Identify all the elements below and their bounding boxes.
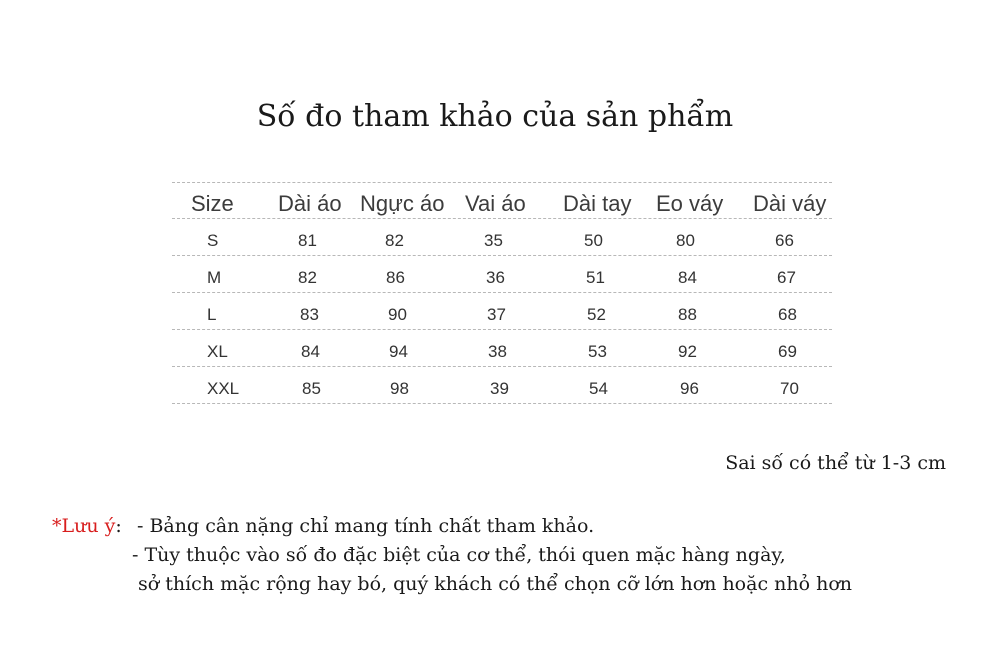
cell-shirt-length: 85	[302, 379, 321, 398]
cell-waist: 92	[678, 342, 697, 361]
header-chest: Ngực áo	[360, 191, 445, 216]
note-line-1	[52, 512, 595, 541]
cell-shoulder: 39	[490, 379, 509, 398]
table-row	[172, 256, 832, 293]
cell-waist: 84	[678, 268, 697, 287]
cell-sleeve: 53	[588, 342, 607, 361]
cell-sleeve: 52	[587, 305, 606, 324]
cell-skirt-length: 66	[775, 231, 794, 250]
cell-skirt-length: 70	[780, 379, 799, 398]
cell-shoulder: 35	[484, 231, 503, 250]
header-skirt-length: Dài váy	[753, 191, 827, 216]
note-text-1: - Bảng cân nặng chỉ mang tính chất tham khảo.	[137, 515, 595, 537]
cell-shirt-length: 82	[298, 268, 317, 287]
cell-chest: 98	[390, 379, 409, 398]
note-text-3: sở thích mặc rộng hay bó, quý khách có thể chọn cỡ lớn hơn hoặc nhỏ hơn	[138, 573, 852, 595]
page-title: Số đo tham khảo của sản phẩm	[256, 99, 734, 134]
table-row	[172, 219, 832, 256]
table-row	[172, 330, 832, 367]
cell-chest: 82	[385, 231, 404, 250]
size-table	[172, 182, 832, 404]
header-shirt-length: Dài áo	[278, 191, 342, 216]
header-sleeve: Dài tay	[563, 191, 632, 216]
note-label: *Lưu ý	[52, 515, 116, 537]
cell-sleeve: 51	[586, 268, 605, 287]
cell-shoulder: 38	[488, 342, 507, 361]
note-text-2: - Tùy thuộc vào số đo đặc biệt của cơ thể, thói quen mặc hàng ngày,	[132, 544, 786, 566]
cell-sleeve: 50	[584, 231, 603, 250]
cell-skirt-length: 68	[778, 305, 797, 324]
header-size: Size	[191, 191, 234, 216]
cell-chest: 94	[389, 342, 408, 361]
cell-chest: 90	[388, 305, 407, 324]
cell-waist: 96	[680, 379, 699, 398]
note-line-3	[52, 570, 852, 599]
cell-size: XL	[207, 342, 228, 361]
table-row	[172, 293, 832, 330]
cell-size: S	[207, 231, 219, 250]
cell-size: M	[207, 268, 222, 287]
cell-shirt-length: 83	[300, 305, 319, 324]
note-line-2	[52, 541, 786, 570]
table-row	[172, 367, 832, 404]
cell-waist: 88	[678, 305, 697, 324]
cell-shirt-length: 81	[298, 231, 317, 250]
cell-waist: 80	[676, 231, 695, 250]
cell-shoulder: 37	[487, 305, 506, 324]
cell-size: XXL	[207, 379, 240, 398]
cell-shoulder: 36	[486, 268, 505, 287]
cell-size: L	[207, 305, 217, 324]
note-block	[52, 512, 852, 599]
cell-skirt-length: 67	[777, 268, 796, 287]
header-waist: Eo váy	[656, 191, 724, 216]
tolerance-note: Sai số có thể từ 1-3 cm	[725, 452, 946, 474]
cell-chest: 86	[386, 268, 405, 287]
cell-shirt-length: 84	[301, 342, 320, 361]
cell-sleeve: 54	[589, 379, 608, 398]
table-header-row	[172, 182, 832, 219]
header-shoulder: Vai áo	[465, 191, 526, 216]
cell-skirt-length: 69	[778, 342, 797, 361]
note-colon: :	[115, 515, 122, 537]
